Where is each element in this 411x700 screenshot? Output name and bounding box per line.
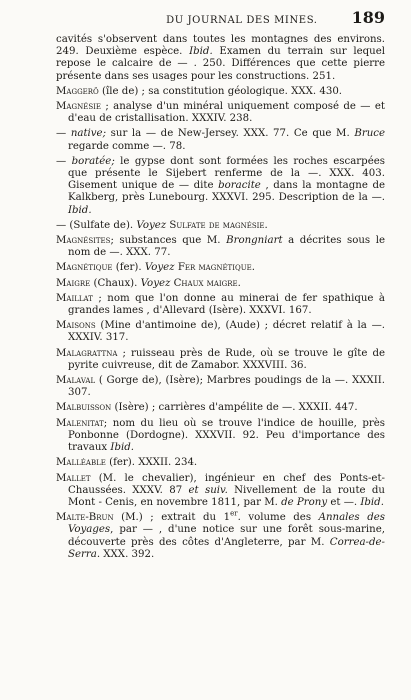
entry-text: Bruce	[354, 128, 385, 140]
entry-text: (M. le chevalier), ingénieur en chef des Ponts-et-Chaussées. XXXV. 87	[68, 472, 385, 496]
entry-text: Ibid.	[68, 204, 92, 216]
entry-headword: Maggerö	[56, 85, 99, 97]
entry-text: Correa-de-Serra	[68, 536, 385, 560]
entry-text: ; analyse d'un minéral uniquement composé de — et d'eau de cristallisation. XXXIV. 238.	[68, 101, 385, 125]
entry-text: er	[230, 509, 238, 518]
index-entry	[56, 235, 385, 259]
entry-text: cavités s'observent dans toutes les montagnes des environs. 249. Deuxième espèce.	[56, 34, 385, 58]
entry-text: Voyez	[136, 219, 167, 231]
entry-text: Brongniart	[226, 235, 283, 247]
entry-text: de Prony	[281, 496, 328, 508]
entry-text: Nivellement de la route du Mont - Cenis, en novembre 1811, par M.	[68, 484, 385, 508]
index-entry	[56, 375, 385, 399]
entry-headword: Magnétique	[56, 262, 113, 274]
entry-text: (M.) ; extrait du 1	[113, 512, 231, 524]
index-entry	[56, 278, 385, 290]
entry-text: boracite	[218, 180, 261, 192]
entry-headword: Mallet	[56, 472, 91, 484]
index-entry	[56, 220, 385, 232]
entry-text: ; ruisseau près de Rude, où se trouve le gîte de pyrite cuivreuse, dit de Zamabor. XXXVIII. 36.	[68, 347, 385, 371]
entry-text: ; nom que l'on donne au minerai de fer spathique à grandes lames , d'Allevard (Isère). XXXVI. 167.	[68, 292, 385, 317]
entry-text: (Mine d'antimoine de), (Aude) ; décret relatif à la —. XXXIV. 317.	[68, 320, 385, 344]
entry-text: . volume des	[237, 512, 319, 524]
index-entry	[56, 402, 385, 414]
entry-headword: Maigre	[56, 277, 91, 289]
index-entry	[56, 418, 385, 455]
entry-text: Voyez	[144, 262, 175, 274]
entry-headword: Malagrattna	[56, 347, 118, 359]
index-entry	[56, 509, 385, 561]
entry-headword: Maillat	[56, 292, 93, 304]
entry-text: sur la — de New-Jersey. XXX. 77. Ce que M.	[106, 128, 355, 140]
entry-text: a décrites sous le nom de —. XXX. 77.	[68, 235, 385, 259]
entry-text: Voyez	[140, 277, 171, 289]
entry-headword: Malenitat	[56, 417, 104, 429]
entry-headword: Malbuisson	[56, 402, 112, 414]
index-entry	[56, 128, 385, 152]
index-entry	[56, 262, 385, 274]
entry-headword: Malte-Brun	[56, 512, 114, 524]
entry-text: et suiv.	[188, 484, 228, 496]
entry-text: boratée;	[71, 155, 115, 167]
entry-text: (île de) ; sa constitution géologique. XXX. 430.	[98, 85, 343, 97]
index-entry	[56, 320, 385, 344]
entry-text: — (Sulfate de).	[56, 219, 137, 231]
entry-text: , dans la montagne de Kalkberg, près Lunebourg. XXXVI. 295. Description de la —.	[68, 180, 385, 204]
entry-text: Annales des Voyages	[68, 512, 385, 536]
entry-text: Examen du terrain sur lequel repose le calcaire de — . 250. Différences que cette pierre présente dans ses usages pour les constructions. 251.	[56, 46, 385, 82]
entry-headword: Maisons	[56, 320, 96, 332]
index-entries	[56, 34, 385, 561]
entry-text: Ibid.	[360, 496, 384, 508]
entry-text: (Isère) ; carrières d'ampélite de —. XXXII. 447.	[111, 402, 358, 414]
entry-text: le gypse dont sont formées les roches escarpées que présente le Sijebert renferme de la —. XXX. 403. Gisement unique de — dite	[68, 155, 385, 192]
entry-text: (fer).	[112, 262, 145, 274]
page-header	[56, 8, 385, 34]
entry-text: regarde comme —. 78.	[68, 140, 186, 152]
entry-text: Chaux maigre	[173, 277, 238, 289]
index-entry	[56, 457, 385, 469]
entry-headword: Malléable	[56, 457, 106, 469]
running-head: DU JOURNAL DES MINES.	[166, 15, 318, 26]
entry-text: ; substances que M.	[110, 235, 227, 247]
entry-headword: Magnésites	[56, 235, 111, 247]
index-entry	[56, 101, 385, 125]
index-entry	[56, 86, 385, 98]
entry-text: .	[251, 262, 255, 274]
entry-text: (fer). XXXII. 234.	[105, 457, 198, 469]
entry-text: , par — , d'une notice sur une forêt sous-marine, découverte près des côtes d'Angleterre, par M.	[68, 524, 385, 548]
entry-text: .	[237, 277, 241, 289]
entry-text: (Chaux).	[90, 277, 141, 289]
entry-text: Ibid.	[110, 442, 134, 454]
entry-text: et —.	[327, 496, 361, 508]
entry-text: Fer magnétique	[177, 262, 252, 274]
entry-text: native;	[70, 128, 107, 140]
entry-text: —	[56, 128, 71, 140]
index-entry	[56, 473, 385, 510]
page-number: 189	[351, 8, 385, 27]
entry-text: Ibid.	[189, 46, 213, 58]
entry-text: . XXX. 392.	[96, 548, 155, 560]
entry-text: .	[264, 219, 268, 231]
entry-headword: Malaval	[56, 375, 96, 387]
entry-text: —	[56, 155, 72, 167]
index-entry	[56, 348, 385, 372]
entry-text: ; nom du lieu où se trouve l'indice de houille, près Ponbonne (Dordogne). XXXVII. 92. Peu d'importance des travaux	[68, 417, 385, 454]
entry-headword: Magnésie	[56, 101, 101, 113]
entry-text: ( Gorge de), (Isère); Marbres poudings de la —. XXXII. 307.	[68, 375, 385, 399]
index-entry-continuation	[56, 34, 385, 83]
entry-text: Sulfate de magnésie	[169, 219, 265, 231]
index-entry	[56, 293, 385, 317]
index-entry	[56, 156, 385, 217]
